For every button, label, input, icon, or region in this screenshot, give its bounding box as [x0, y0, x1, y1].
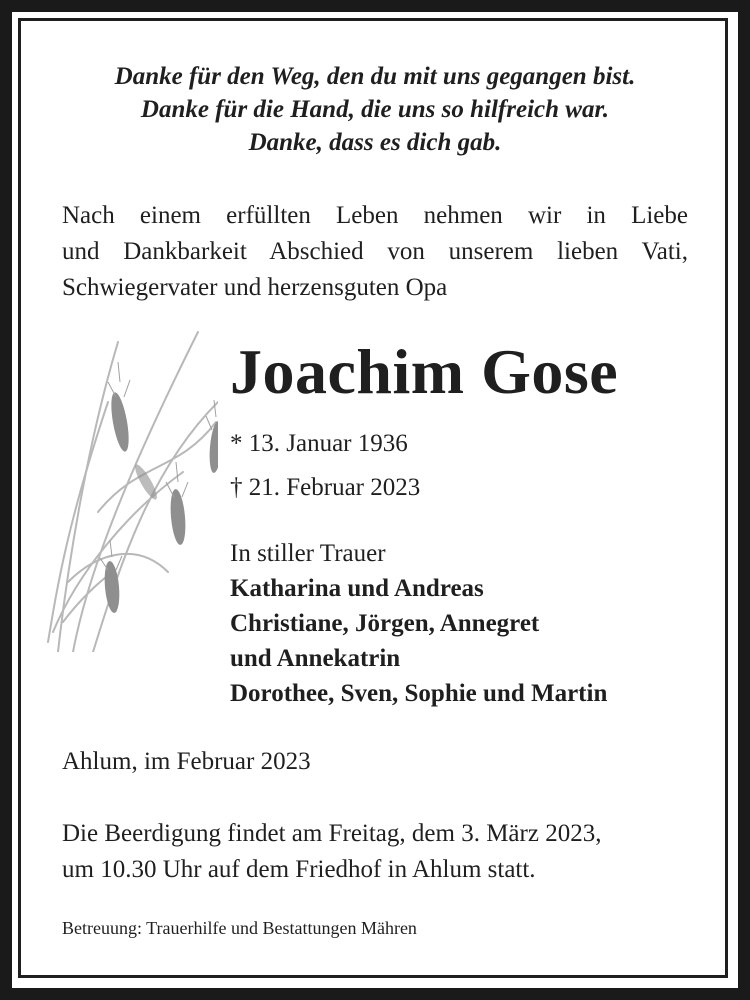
funeral-info: [62, 816, 601, 888]
mourner-line: und Annekatrin: [230, 645, 401, 672]
poem-line: Danke, dass es dich gab.: [248, 129, 502, 156]
mourner-line: Dorothee, Sven, Sophie und Martin: [230, 680, 608, 707]
wheat-ears-icon: [38, 322, 218, 652]
intro-line: Schwiegervater und herzensguten Opa: [62, 274, 448, 301]
poem: [12, 60, 738, 159]
death-date: † 21. Februar 2023: [230, 474, 421, 501]
funeral-line: um 10.30 Uhr auf dem Friedhof in Ahlum statt.: [62, 856, 536, 883]
poem-line: Danke für den Weg, den du mit uns gegangen bist.: [114, 63, 636, 90]
funeral-care-note: Betreuung: Trauerhilfe und Bestattungen Mähren: [62, 918, 417, 938]
place-date: Ahlum, im Februar 2023: [62, 748, 311, 775]
mourners: [230, 536, 607, 711]
intro-line: Nach einem erfüllten Leben nehmen wir in Liebe: [62, 202, 688, 229]
funeral-line: Die Beerdigung findet am Freitag, dem 3. März 2023,: [62, 820, 602, 847]
poem-line: Danke für die Hand, die uns so hilfreich war.: [140, 96, 610, 123]
intro-text: [62, 198, 688, 306]
mourner-line: Katharina und Andreas: [230, 575, 484, 602]
mourners-heading: In stiller Trauer: [230, 540, 386, 567]
obituary-notice: [12, 12, 738, 988]
mourner-line: Christiane, Jörgen, Annegret: [230, 610, 540, 637]
birth-date: * 13. Januar 1936: [230, 430, 408, 457]
intro-line: und Dankbarkeit Abschied von unserem lieben Vati,: [62, 238, 688, 265]
deceased-name: Joachim Gose: [230, 336, 619, 407]
life-dates: [230, 422, 420, 510]
